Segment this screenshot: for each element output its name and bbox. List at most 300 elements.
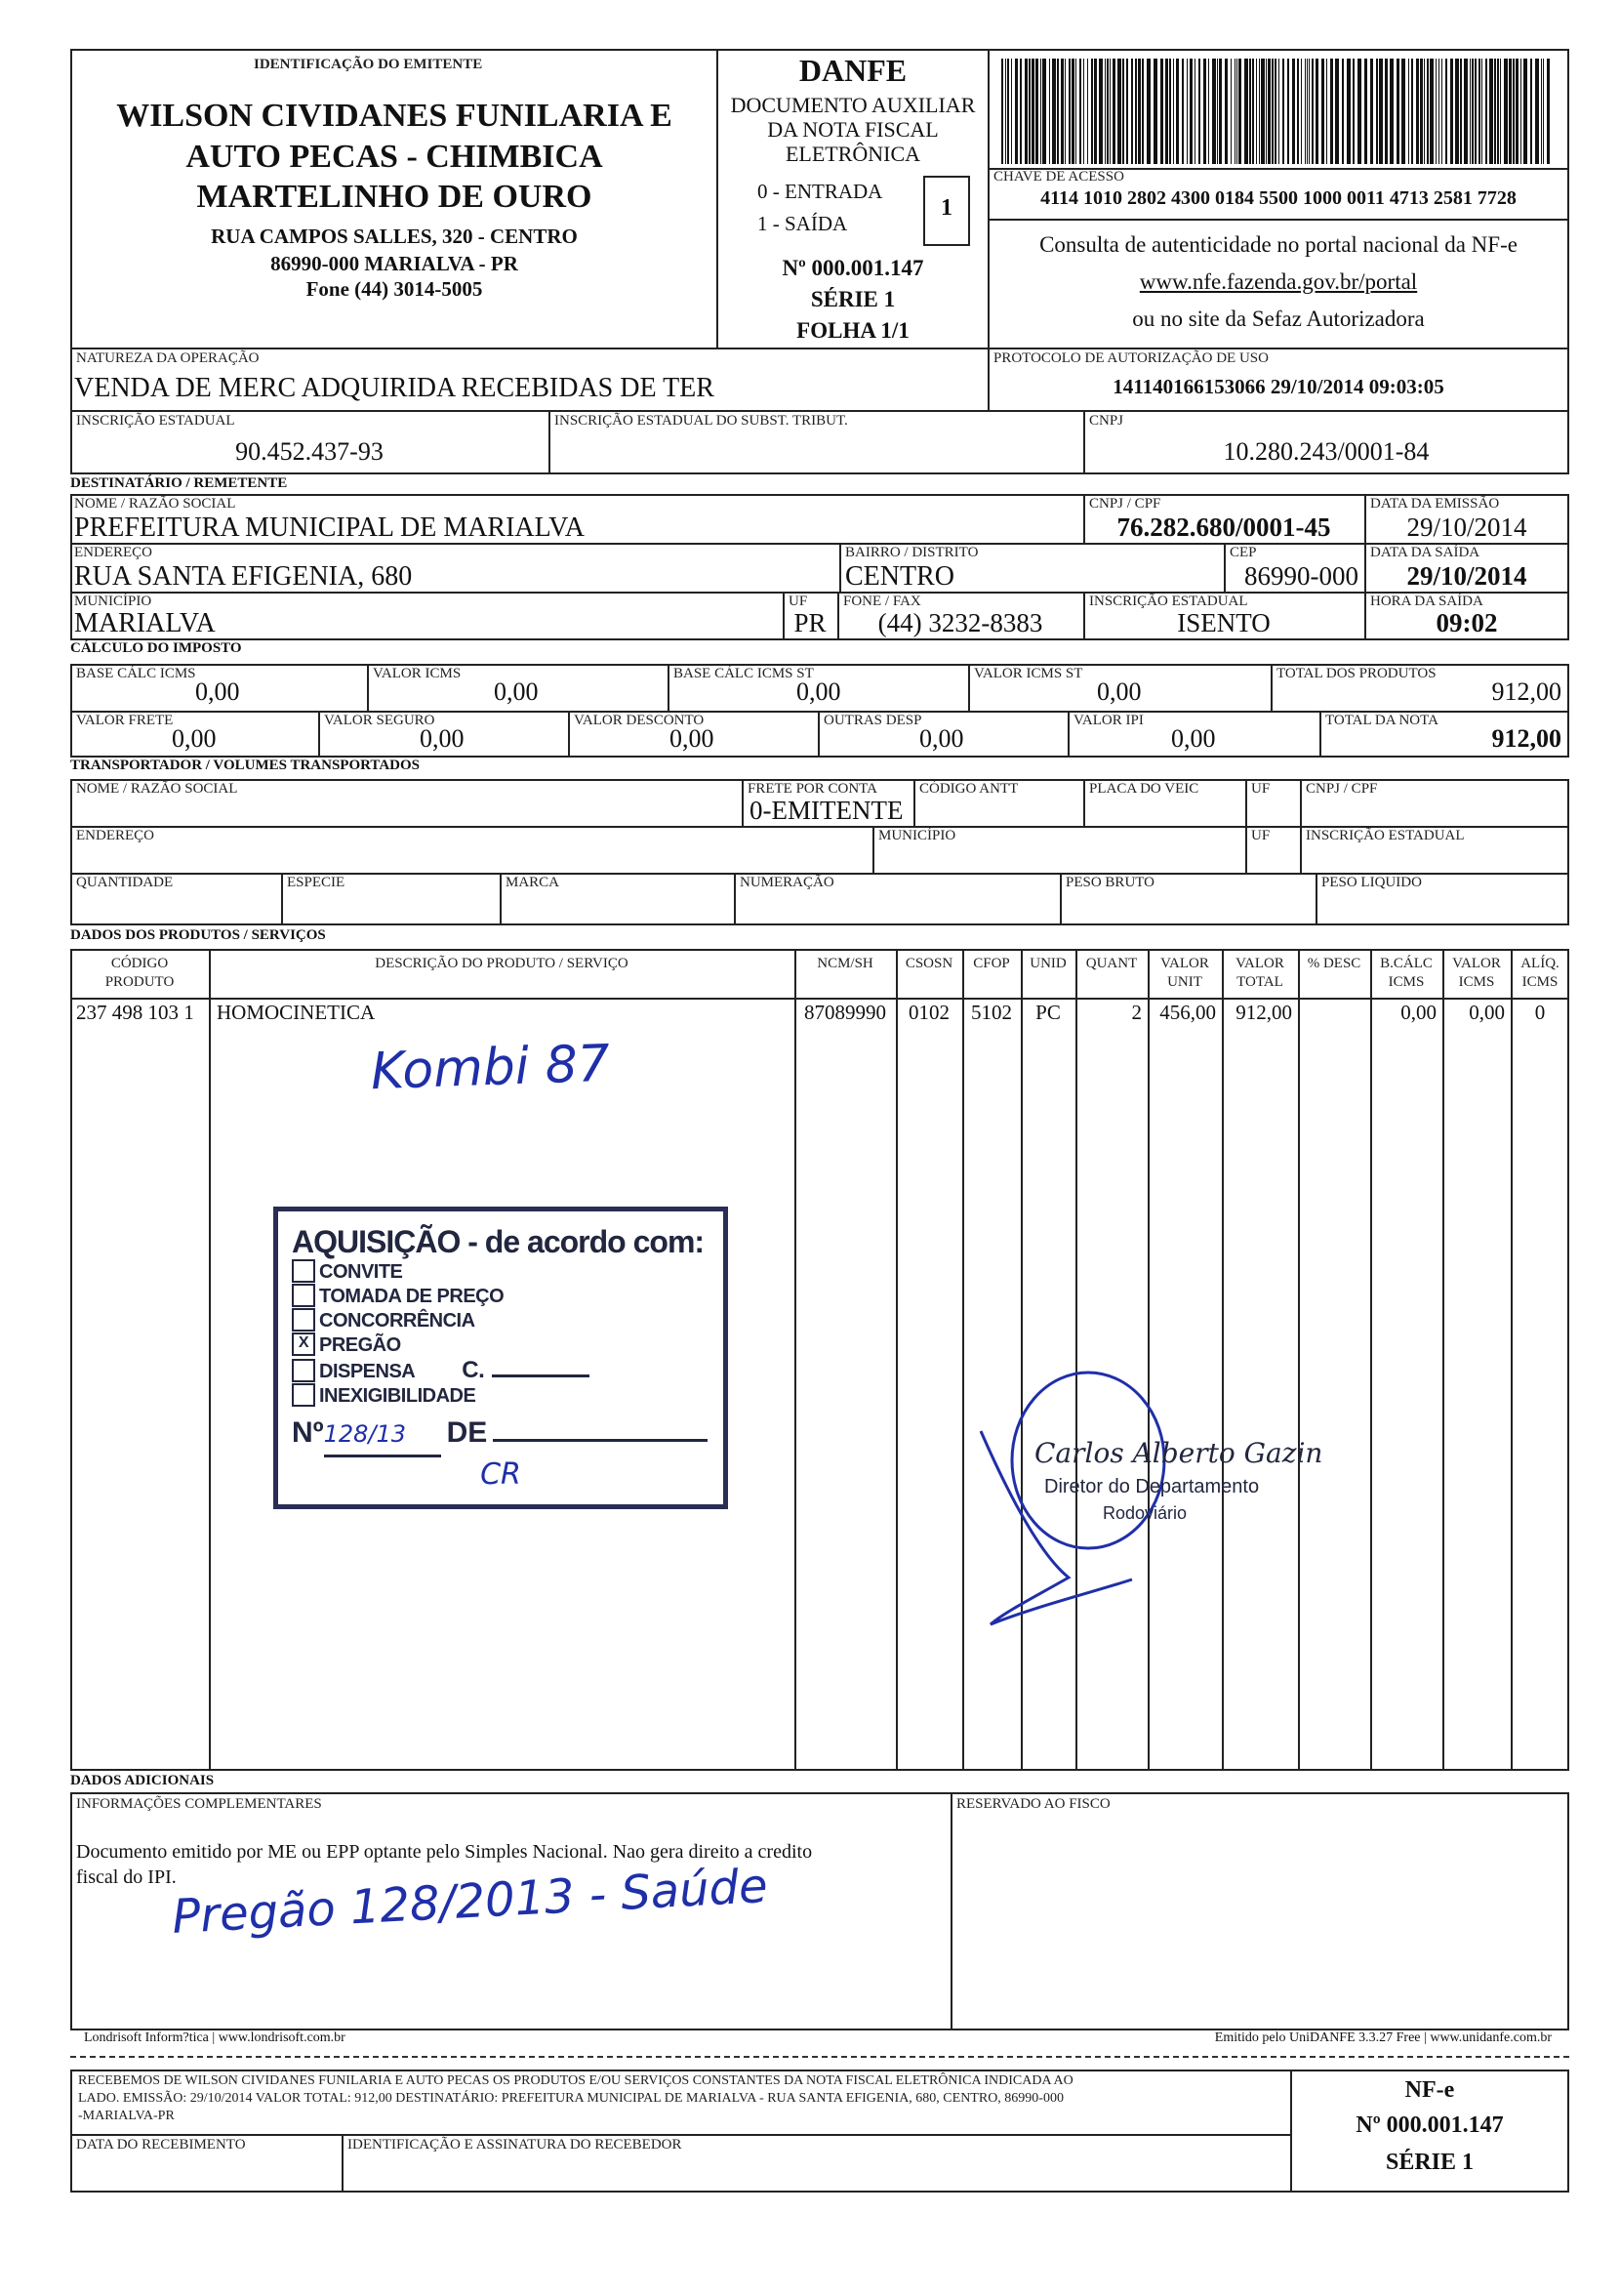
barcode-bar bbox=[1401, 59, 1405, 164]
danfe-entrada: 0 - ENTRADA bbox=[757, 180, 883, 203]
barcode-bar bbox=[1357, 59, 1361, 164]
adicionais-section: DADOS ADICIONAIS bbox=[70, 1773, 215, 1788]
signature-scribble bbox=[976, 1363, 1200, 1636]
stamp-concorrencia-label: CONCORRÊNCIA bbox=[319, 1310, 475, 1332]
protocolo-label: PROTOCOLO DE AUTORIZAÇÃO DE USO bbox=[993, 350, 1269, 366]
barcode-bar bbox=[1489, 59, 1493, 164]
footer-right: Emitido pelo UniDANFE 3.3.27 Free | www.unidanfe.com.br bbox=[1214, 2030, 1552, 2045]
checkbox-inexigibilidade bbox=[292, 1383, 315, 1407]
th-cfop: CFOP bbox=[973, 956, 1010, 971]
barcode-bar bbox=[1275, 59, 1276, 164]
tr-peso-bruto-label: PESO BRUTO bbox=[1066, 875, 1154, 890]
barcode-bar bbox=[1042, 59, 1046, 164]
barcode-bar bbox=[1190, 59, 1193, 164]
dest-cnpj-label: CNPJ / CPF bbox=[1089, 496, 1161, 512]
barcode-bar bbox=[1464, 59, 1468, 164]
barcode-bar bbox=[1460, 59, 1462, 164]
barcode-bar bbox=[1083, 59, 1084, 164]
barcode-bar bbox=[1236, 59, 1237, 164]
imposto-section: CÁLCULO DO IMPOSTO bbox=[70, 640, 242, 656]
danfe-numero: Nº 000.001.147 bbox=[782, 256, 924, 280]
cnpj-label: CNPJ bbox=[1089, 413, 1124, 429]
barcode-bar bbox=[1173, 59, 1174, 164]
barcode-bar bbox=[1052, 59, 1056, 164]
danfe-title: DANFE bbox=[798, 53, 908, 88]
desconto-label: VALOR DESCONTO bbox=[574, 713, 705, 728]
checkbox-pregao-checked: X bbox=[292, 1332, 315, 1356]
stamp-c-line bbox=[492, 1374, 589, 1377]
barcode-bar bbox=[1475, 59, 1477, 164]
cell-ncm: 87089990 bbox=[804, 1001, 886, 1024]
th-vicms2: ICMS bbox=[1458, 974, 1495, 990]
dest-bairro-label: BAIRRO / DISTRITO bbox=[845, 545, 979, 560]
stamp-option-tomada bbox=[292, 1285, 709, 1309]
barcode-bar bbox=[1321, 59, 1324, 164]
prod-col-div-9 bbox=[1298, 949, 1300, 1771]
barcode-bar bbox=[1297, 59, 1299, 164]
checkbox-convite bbox=[292, 1259, 315, 1283]
barcode-bar bbox=[1481, 59, 1482, 164]
barcode-bar bbox=[1007, 59, 1009, 164]
barcode-bar bbox=[1424, 59, 1425, 164]
barcode-bar bbox=[1244, 59, 1248, 164]
barcode-bar bbox=[1020, 59, 1022, 164]
th-desc: % DESC bbox=[1307, 956, 1361, 971]
tr-placa-label: PLACA DO VEIC bbox=[1089, 781, 1199, 797]
dest-ie: ISENTO bbox=[1177, 608, 1271, 637]
th-descricao: DESCRIÇÃO DO PRODUTO / SERVIÇO bbox=[375, 956, 628, 971]
tr-r1-div-3 bbox=[1083, 779, 1085, 826]
emitente-name-line1: WILSON CIVIDANES FUNILARIA E bbox=[116, 98, 672, 134]
prod-col-div-10 bbox=[1370, 949, 1372, 1771]
seguro-value: 0,00 bbox=[420, 724, 465, 753]
danfe-tipo: 1 bbox=[941, 195, 952, 221]
tr-nome-label: NOME / RAZÃO SOCIAL bbox=[76, 781, 238, 797]
barcode-bar bbox=[1523, 59, 1527, 164]
dest-fone: (44) 3232-8383 bbox=[877, 608, 1043, 637]
barcode-bar bbox=[1445, 59, 1447, 164]
base-icms-st-label: BASE CÁLC ICMS ST bbox=[673, 666, 814, 681]
cell-bcalc: 0,00 bbox=[1400, 1001, 1437, 1024]
barcode-bar bbox=[1065, 59, 1066, 164]
emitente-phone: Fone (44) 3014-5005 bbox=[305, 277, 483, 301]
barcode-bar bbox=[1049, 59, 1050, 164]
portal-link[interactable]: www.nfe.fazenda.gov.br/portal bbox=[1139, 269, 1418, 294]
valor-icms-value: 0,00 bbox=[494, 677, 539, 706]
barcode-bar bbox=[1438, 59, 1439, 164]
barcode-bar bbox=[1147, 59, 1151, 164]
barcode-bar bbox=[1497, 59, 1499, 164]
th-vtotal1: VALOR bbox=[1235, 956, 1284, 971]
barcode-bar bbox=[1099, 59, 1103, 164]
th-bcalc2: ICMS bbox=[1388, 974, 1425, 990]
barcode-bar bbox=[1110, 59, 1111, 164]
barcode-bar bbox=[1094, 59, 1097, 164]
canhoto-data-label: DATA DO RECEBIMENTO bbox=[76, 2137, 246, 2152]
chave-value: 4114 1010 2802 4300 0184 5500 1000 0011 4713 2581 7728 bbox=[1040, 187, 1517, 209]
stamp-numero-handwritten: 128/13 bbox=[324, 1414, 441, 1457]
dest-hora-label: HORA DA SAÍDA bbox=[1370, 594, 1483, 609]
th-codigo1: CÓDIGO bbox=[110, 956, 169, 971]
dest-emissao-label: DATA DA EMISSÃO bbox=[1370, 496, 1500, 512]
cell-descricao: HOMOCINETICA bbox=[217, 1001, 376, 1024]
barcode-bar bbox=[1370, 59, 1373, 164]
barcode-bar bbox=[1420, 59, 1423, 164]
barcode-bar bbox=[1504, 59, 1508, 164]
barcode-bar bbox=[1450, 59, 1453, 164]
prod-col-div-12 bbox=[1511, 949, 1513, 1771]
barcode-bar bbox=[1015, 59, 1018, 164]
desconto-value: 0,00 bbox=[669, 724, 714, 753]
imp-r2-div-1 bbox=[318, 711, 320, 758]
barcode-bar bbox=[1176, 59, 1179, 164]
barcode-bar bbox=[1187, 59, 1188, 164]
dest-emissao: 29/10/2014 bbox=[1406, 512, 1527, 542]
stamp-option-pregao bbox=[292, 1333, 709, 1358]
cell-quant: 2 bbox=[1131, 1001, 1142, 1024]
dest-endereco: RUA SANTA EFIGENIA, 680 bbox=[74, 561, 413, 592]
barcode-bar bbox=[1266, 59, 1267, 164]
danfe-subtitle1: DOCUMENTO AUXILIAR bbox=[730, 93, 976, 117]
cell-vtotal: 912,00 bbox=[1235, 1001, 1292, 1024]
cell-csosn: 0102 bbox=[909, 1001, 950, 1024]
adicionais-divider bbox=[951, 1792, 952, 2030]
barcode-bar bbox=[1547, 59, 1550, 164]
barcode-bar bbox=[1282, 59, 1284, 164]
barcode-bar bbox=[1516, 59, 1519, 164]
barcode-bar bbox=[1278, 59, 1279, 164]
ipi-value: 0,00 bbox=[1171, 724, 1216, 753]
barcode-bar bbox=[1122, 59, 1124, 164]
barcode-bar bbox=[1307, 59, 1308, 164]
info-line1: Documento emitido por ME ou EPP optante pelo Simples Nacional. Nao gera direito a credito bbox=[76, 1841, 813, 1863]
barcode-bar bbox=[1075, 59, 1076, 164]
stamp-option-inexigibilidade bbox=[292, 1384, 709, 1409]
barcode-bar bbox=[1385, 59, 1388, 164]
stamp-option-concorrencia bbox=[292, 1309, 709, 1333]
cell-unid: PC bbox=[1035, 1001, 1061, 1024]
prod-col-div-8 bbox=[1222, 949, 1224, 1771]
canhoto-serie: SÉRIE 1 bbox=[1385, 2150, 1475, 2175]
checkbox-dispensa bbox=[292, 1359, 315, 1382]
info-line2: fiscal do IPI. bbox=[76, 1866, 177, 1888]
barcode-bar bbox=[1182, 59, 1184, 164]
outras-value: 0,00 bbox=[919, 724, 964, 753]
protocolo-value: 141140166153066 29/10/2014 09:03:05 bbox=[1113, 375, 1444, 398]
consulta-text: Consulta de autenticidade no portal nacional da NF-e bbox=[1039, 232, 1518, 257]
tr-municipio-label: MUNICÍPIO bbox=[878, 828, 956, 843]
barcode-bar bbox=[1212, 59, 1216, 164]
outras-label: OUTRAS DESP bbox=[824, 713, 922, 728]
emitente-city: 86990-000 MARIALVA - PR bbox=[270, 252, 518, 275]
transportador-section: TRANSPORTADOR / VOLUMES TRANSPORTADOS bbox=[70, 758, 421, 773]
barcode-bar bbox=[1107, 59, 1109, 164]
barcode-bar bbox=[1436, 59, 1437, 164]
footer-left: Londrisoft Inform?tica | www.londrisoft.com.br bbox=[84, 2030, 345, 2045]
th-csosn: CSOSN bbox=[905, 956, 953, 971]
th-bcalc1: B.CÁLC bbox=[1380, 956, 1433, 971]
barcode-bar bbox=[1029, 59, 1031, 164]
tr-quantidade-label: QUANTIDADE bbox=[76, 875, 174, 890]
prod-col-div-11 bbox=[1442, 949, 1444, 1771]
produtos-section: DADOS DOS PRODUTOS / SERVIÇOS bbox=[70, 927, 326, 943]
barcode-bar bbox=[1035, 59, 1038, 164]
info-label: INFORMAÇÕES COMPLEMENTARES bbox=[76, 1796, 322, 1812]
tr-r3-div-1 bbox=[281, 873, 283, 925]
dest-saida-label: DATA DA SAÍDA bbox=[1370, 545, 1480, 560]
stamp-date-line bbox=[493, 1439, 708, 1442]
canhoto-divider-h bbox=[70, 2134, 1290, 2136]
prod-col-div-4 bbox=[962, 949, 964, 1771]
danfe-folha: FOLHA 1/1 bbox=[796, 318, 910, 343]
barcode-bar bbox=[1217, 59, 1218, 164]
barcode-bar bbox=[1509, 59, 1512, 164]
barcode-bar bbox=[1208, 59, 1209, 164]
iest-label: INSCRIÇÃO ESTADUAL DO SUBST. TRIBUT. bbox=[554, 413, 848, 429]
barcode-bar bbox=[1061, 59, 1064, 164]
tr-antt-label: CÓDIGO ANTT bbox=[919, 781, 1019, 797]
valor-icms-st-label: VALOR ICMS ST bbox=[974, 666, 1083, 681]
fisco-label: RESERVADO AO FISCO bbox=[956, 1796, 1111, 1812]
barcode-bar bbox=[1160, 59, 1163, 164]
dest-hora: 09:02 bbox=[1436, 608, 1498, 637]
dest-uf-label: UF bbox=[789, 594, 808, 609]
barcode-bar bbox=[1117, 59, 1121, 164]
barcode-bar bbox=[1072, 59, 1074, 164]
danfe-subtitle2: DA NOTA FISCAL bbox=[767, 117, 939, 142]
danfe-saida: 1 - SAÍDA bbox=[757, 212, 848, 235]
tr-r3-div-4 bbox=[1060, 873, 1062, 925]
barcode-bar bbox=[1364, 59, 1367, 164]
natureza-value: VENDA DE MERC ADQUIRIDA RECEBIDAS DE TER bbox=[74, 373, 714, 403]
barcode-bar bbox=[1032, 59, 1034, 164]
barcode-bar bbox=[1376, 59, 1378, 164]
barcode-bar bbox=[1541, 59, 1542, 164]
barcode-bar bbox=[1079, 59, 1081, 164]
frete-label: VALOR FRETE bbox=[76, 713, 174, 728]
th-unid: UNID bbox=[1030, 956, 1067, 971]
barcode-bar bbox=[1500, 59, 1501, 164]
cell-vicms: 0,00 bbox=[1469, 1001, 1505, 1024]
imp-r2-div-3 bbox=[818, 711, 820, 758]
barcode-bar bbox=[1087, 59, 1088, 164]
tr-r3-div-3 bbox=[734, 873, 736, 925]
frete-value: 0,00 bbox=[172, 724, 217, 753]
cell-aliq: 0 bbox=[1534, 1001, 1546, 1024]
barcode-bar bbox=[1040, 59, 1041, 164]
barcode-bar bbox=[1411, 59, 1413, 164]
dest-fone-label: FONE / FAX bbox=[843, 594, 921, 609]
tr-cnpj-label: CNPJ / CPF bbox=[1306, 781, 1378, 797]
barcode-bar bbox=[1485, 59, 1487, 164]
barcode-bar bbox=[1326, 59, 1327, 164]
canhoto-numero: Nº 000.001.147 bbox=[1356, 2112, 1504, 2138]
tr-r2-div-1 bbox=[872, 826, 874, 873]
canhoto-assinatura-label: IDENTIFICAÇÃO E ASSINATURA DO RECEBEDOR bbox=[347, 2137, 682, 2152]
barcode-bar bbox=[1430, 59, 1434, 164]
barcode-bar bbox=[1131, 59, 1133, 164]
dest-nome-label: NOME / RAZÃO SOCIAL bbox=[74, 496, 236, 512]
canhoto-text-line1: RECEBEMOS DE WILSON CIVIDANES FUNILARIA E AUTO PECAS OS PRODUTOS E/OU SERVIÇOS CONSTANTES DA NOTA FISCAL ELETRÔNICA INDICADA AO bbox=[78, 2073, 1073, 2088]
barcode-bar bbox=[1261, 59, 1265, 164]
stamp-dispensa-label: DISPENSA bbox=[319, 1361, 416, 1382]
barcode-bar bbox=[1165, 59, 1168, 164]
prod-col-div-3 bbox=[896, 949, 898, 1771]
barcode-bar bbox=[1005, 59, 1006, 164]
barcode-bar bbox=[1342, 59, 1344, 164]
aquisicao-stamp bbox=[273, 1207, 728, 1509]
stamp-inexigibilidade-label: INEXIGIBILIDADE bbox=[319, 1385, 476, 1407]
destinatario-section: DESTINATÁRIO / REMETENTE bbox=[70, 475, 288, 491]
barcode-bar bbox=[1025, 59, 1028, 164]
tr-uf2-label: UF bbox=[1251, 828, 1271, 843]
barcode-bar bbox=[1416, 59, 1419, 164]
th-ncm: NCM/SH bbox=[817, 956, 873, 971]
total-nota-label: TOTAL DA NOTA bbox=[1325, 713, 1438, 728]
barcode-bar bbox=[1198, 59, 1200, 164]
barcode-bar bbox=[1272, 59, 1274, 164]
tr-r1-div-1 bbox=[742, 779, 744, 826]
chave-label: CHAVE DE ACESSO bbox=[993, 169, 1124, 184]
barcode-bar bbox=[1126, 59, 1128, 164]
barcode-bar bbox=[1268, 59, 1271, 164]
th-aliq2: ICMS bbox=[1521, 974, 1559, 990]
tr-marca-label: MARCA bbox=[506, 875, 560, 890]
barcode-bar bbox=[1259, 59, 1260, 164]
barcode-bar bbox=[1135, 59, 1137, 164]
barcode-bar bbox=[1225, 59, 1228, 164]
base-icms-value: 0,00 bbox=[195, 677, 240, 706]
chave-divider bbox=[988, 219, 1569, 221]
barcode-bar bbox=[1231, 59, 1232, 164]
barcode-bar bbox=[1091, 59, 1093, 164]
th-vunit2: UNIT bbox=[1167, 974, 1202, 990]
emitente-address: RUA CAMPOS SALLES, 320 - CENTRO bbox=[211, 225, 578, 248]
natureza-label: NATUREZA DA OPERAÇÃO bbox=[76, 350, 260, 366]
barcode-bar bbox=[1301, 59, 1302, 164]
tr-r1-div-2 bbox=[913, 779, 915, 826]
tr-frete-value: 0-EMITENTE bbox=[749, 796, 904, 825]
stamp-convite-label: CONVITE bbox=[319, 1261, 403, 1283]
valor-icms-label: VALOR ICMS bbox=[373, 666, 462, 681]
emitente-name-line3: MARTELINHO DE OURO bbox=[196, 179, 592, 215]
barcode-bar bbox=[1330, 59, 1333, 164]
prod-col-div-7 bbox=[1148, 949, 1150, 1771]
tr-numeracao-label: NUMERAÇÃO bbox=[740, 875, 834, 890]
danfe-subtitle3: ELETRÔNICA bbox=[785, 142, 921, 166]
barcode-bar bbox=[1252, 59, 1254, 164]
barcode-bar bbox=[1478, 59, 1480, 164]
sefaz-text: ou no site da Sefaz Autorizadora bbox=[1132, 307, 1425, 331]
tr-especie-label: ESPECIE bbox=[287, 875, 345, 890]
barcode-bar bbox=[1113, 59, 1115, 164]
cell-vunit: 456,00 bbox=[1159, 1001, 1216, 1024]
barcode-bar bbox=[1057, 59, 1059, 164]
barcode-bar bbox=[1011, 59, 1012, 164]
dest-nome: PREFEITURA MUNICIPAL DE MARIALVA bbox=[74, 512, 586, 543]
th-quant: QUANT bbox=[1085, 956, 1138, 971]
dest-ie-label: INSCRIÇÃO ESTADUAL bbox=[1089, 594, 1248, 609]
barcode-bar bbox=[1379, 59, 1383, 164]
barcode-bar bbox=[1472, 59, 1474, 164]
valor-icms-st-value: 0,00 bbox=[1097, 677, 1142, 706]
ie-divider-1 bbox=[548, 410, 550, 474]
stamp-tomada-label: TOMADA DE PREÇO bbox=[319, 1286, 505, 1307]
tr-r3-div-5 bbox=[1316, 873, 1317, 925]
tr-peso-liquido-label: PESO LIQUIDO bbox=[1321, 875, 1422, 890]
total-nota-value: 912,00 bbox=[1491, 724, 1561, 753]
th-aliq1: ALÍQ. bbox=[1520, 956, 1559, 971]
barcode-bar bbox=[1249, 59, 1251, 164]
total-produtos-value: 912,00 bbox=[1491, 677, 1561, 706]
barcode-bar bbox=[1494, 59, 1496, 164]
canhoto-text-line3: -MARIALVA-PR bbox=[78, 2109, 175, 2123]
signature-title: Diretor do Departamento bbox=[1044, 1476, 1260, 1497]
barcode-bar bbox=[1142, 59, 1144, 164]
barcode-bar bbox=[1203, 59, 1206, 164]
prod-col-div-2 bbox=[794, 949, 796, 1771]
barcode-bar bbox=[1069, 59, 1071, 164]
barcode-bar bbox=[1001, 59, 1003, 164]
emitente-header-label: IDENTIFICAÇÃO DO EMITENTE bbox=[254, 57, 483, 72]
barcode-bar bbox=[1530, 59, 1532, 164]
imp-r1-div-2 bbox=[668, 664, 669, 711]
handwritten-pregao: Pregão 128/2013 - Saúde bbox=[170, 1859, 769, 1945]
barcode-bar bbox=[1312, 59, 1314, 164]
th-codigo2: PRODUTO bbox=[104, 974, 175, 990]
canhoto-divider-v2 bbox=[342, 2134, 344, 2193]
dest-saida: 29/10/2014 bbox=[1406, 561, 1527, 591]
signature-name: Carlos Alberto Gazin bbox=[1034, 1437, 1323, 1469]
seguro-label: VALOR SEGURO bbox=[324, 713, 435, 728]
tr-r3-div-2 bbox=[500, 873, 502, 925]
produtos-header-line bbox=[70, 998, 1569, 1000]
danfe-serie: SÉRIE 1 bbox=[810, 287, 896, 311]
tr-frete-label: FRETE POR CONTA bbox=[748, 781, 877, 797]
dest-cep: 86990-000 bbox=[1244, 561, 1358, 591]
base-icms-st-value: 0,00 bbox=[796, 677, 841, 706]
base-icms-label: BASE CÁLC ICMS bbox=[76, 666, 196, 681]
barcode-bar bbox=[1347, 59, 1351, 164]
dest-municipio: MARIALVA bbox=[74, 608, 216, 638]
imp-r1-div-1 bbox=[367, 664, 369, 711]
checkbox-concorrencia bbox=[292, 1308, 315, 1332]
barcode-bar bbox=[1543, 59, 1544, 164]
cnpj-value: 10.280.243/0001-84 bbox=[1223, 437, 1430, 466]
barcode-bar bbox=[1408, 59, 1409, 164]
barcode-bar bbox=[1513, 59, 1515, 164]
barcode-bar bbox=[1535, 59, 1539, 164]
barcode-bar bbox=[1335, 59, 1339, 164]
barcode-bar bbox=[1353, 59, 1355, 164]
checkbox-tomada bbox=[292, 1284, 315, 1307]
imp-r2-div-4 bbox=[1068, 711, 1070, 758]
barcode-bar bbox=[1441, 59, 1442, 164]
prod-col-div-6 bbox=[1075, 949, 1077, 1771]
cut-line bbox=[70, 2056, 1569, 2058]
barcode-bar bbox=[1390, 59, 1394, 164]
prod-col-div-5 bbox=[1021, 949, 1023, 1771]
barcode-bar bbox=[1427, 59, 1429, 164]
handwritten-kombi: Kombi 87 bbox=[370, 1034, 611, 1102]
stamp-numero-label: Nº bbox=[292, 1416, 324, 1449]
barcode-bar bbox=[1219, 59, 1222, 164]
barcode-bar bbox=[1169, 59, 1171, 164]
th-vicms1: VALOR bbox=[1452, 956, 1501, 971]
canhoto-text-line2: LADO. EMISSÃO: 29/10/2014 VALOR TOTAL: 912,00 DESTINATÁRIO: PREFEITURA MUNICIPAL DE MARIALVA - RUA SANTA EFIGENIA, 680, CENTRO, 86990-000 bbox=[78, 2091, 1064, 2106]
tr-r1-div-5 bbox=[1300, 779, 1302, 873]
th-vtotal2: TOTAL bbox=[1236, 974, 1283, 990]
